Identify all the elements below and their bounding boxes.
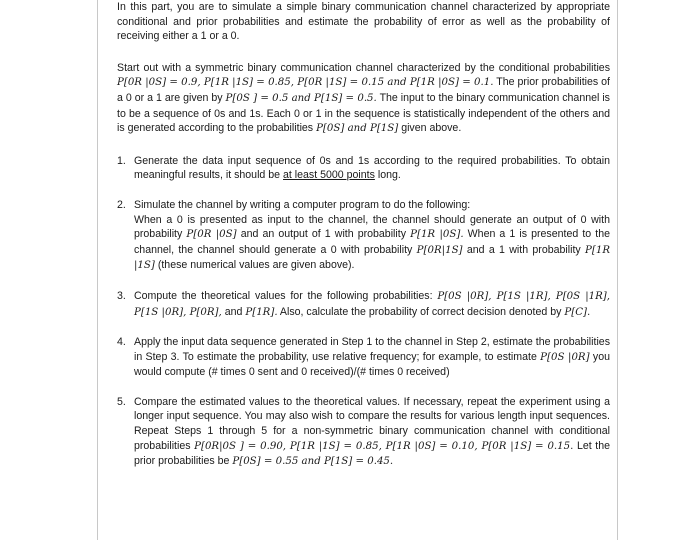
list-item [117, 154, 610, 183]
setup-prior-ref: P[0S] and P[1S] [316, 123, 399, 135]
steps-list [117, 154, 610, 470]
item-body [134, 289, 610, 320]
item-number: 3. [117, 289, 126, 302]
item-text: Compute the theoretical values for the following probabilities: [134, 289, 433, 302]
item-text: and an output of 1 with probability [240, 228, 407, 241]
item-text: Apply the input data sequence generated in Step 1 to the channel in Step 2, estimate the probabilities in Step 3. To estimate the probability, use relative frequency; for example, to estimate [134, 336, 610, 363]
setup-text-2: The prior probabilities of a 0 or a 1 are given by [117, 76, 610, 104]
item-text: Simulate the channel by writing a computer program to do the following: [134, 198, 471, 211]
list-item [117, 289, 610, 320]
math-expression: P[0S] = 0.55 and P[1S] = 0.45. [232, 456, 394, 468]
math-expression: P[0S |0R], P[1S |1R], P[0S |1R], P[1S |0R], P[0R], [134, 290, 611, 318]
item-text: Compare the estimated values to the theoretical values. If necessary, repeat the experiment using a longer input sequence. You may also wish to compare the results for various length input sequences. Repeat Steps 1 through 5 for a non-symmetric binary communication channel with conditional probabilities [134, 395, 610, 452]
math-expression: P[1R |1S] [134, 244, 611, 272]
setup-text-4: given above. [401, 122, 462, 135]
list-item [117, 395, 610, 470]
math-expression: P[0S |0R] [540, 351, 590, 363]
math-expression: P[C]. [564, 306, 591, 318]
page-right-border [617, 0, 618, 540]
item-body [134, 335, 610, 380]
list-item [117, 335, 610, 380]
math-expression: P[1R]. [245, 306, 278, 318]
item-number: 5. [117, 395, 126, 408]
item-text: (these numerical values are given above). [157, 259, 355, 272]
document-content [117, 0, 610, 485]
underlined-requirement: at least 5000 points [283, 169, 375, 182]
item-text: and [224, 305, 243, 318]
math-expression: P[0R|0S ] = 0.90, P[1R |1S] = 0.85, P[1R |0S] = 0.10, P[0R |1S] = 0.15. [194, 440, 574, 452]
list-item [117, 198, 610, 274]
item-text: When a 0 is presented as input to the channel, the channel should generate an output of 0 with probability [134, 213, 610, 241]
setup-text-3: The input to the binary communication channel is to be a sequence of 0s and 1s. Each 0 or 1 in the sequence is statistically independent of the others and is generated according to the probabilities [117, 91, 610, 135]
item-text: Generate the data input sequence of 0s and 1s according to the required probabilities. To obtain meaningful results, it should be [134, 154, 610, 182]
setup-prior-probs: P[0S ] = 0.5 and P[1S] = 0.5. [225, 92, 377, 104]
item-text: Also, calculate the probability of correct decision denoted by [279, 305, 562, 318]
item-body [134, 198, 610, 274]
page-left-border [97, 0, 98, 540]
item-text: Let the prior probabilities be [134, 439, 610, 468]
math-expression: P[0R|1S] [416, 244, 463, 256]
item-number: 4. [117, 336, 126, 349]
math-expression: P[0R |0S] [186, 229, 237, 241]
setup-text-1: Start out with a symmetric binary communication channel characterized by the conditional probabilities [117, 61, 610, 74]
setup-paragraph [117, 61, 610, 137]
setup-conditional-probs: P[0R |0S] = 0.9, P[1R |1S] = 0.85, P[0R |1S] = 0.15 and P[1R |0S] = 0.1. [117, 77, 494, 89]
math-expression: P[1R |0S]. [410, 229, 464, 241]
item-text: and a 1 with probability [466, 243, 581, 256]
item-number: 1. [117, 154, 126, 167]
item-number: 2. [117, 198, 126, 211]
item-body [134, 154, 610, 183]
item-text: you would compute (# times 0 sent and 0 received)/(# times 0 received) [134, 350, 610, 379]
intro-paragraph: In this part, you are to simulate a simple binary communication channel characterized by appropriate conditional and prior probabilities and estimate the probability of error as well as the probability of receiving either a 1 or a 0. [117, 1, 610, 43]
item-text: long. [377, 169, 401, 182]
item-body [134, 395, 610, 470]
item-text: When a 1 is presented to the channel, the channel should generate a 0 with probability [134, 228, 610, 256]
